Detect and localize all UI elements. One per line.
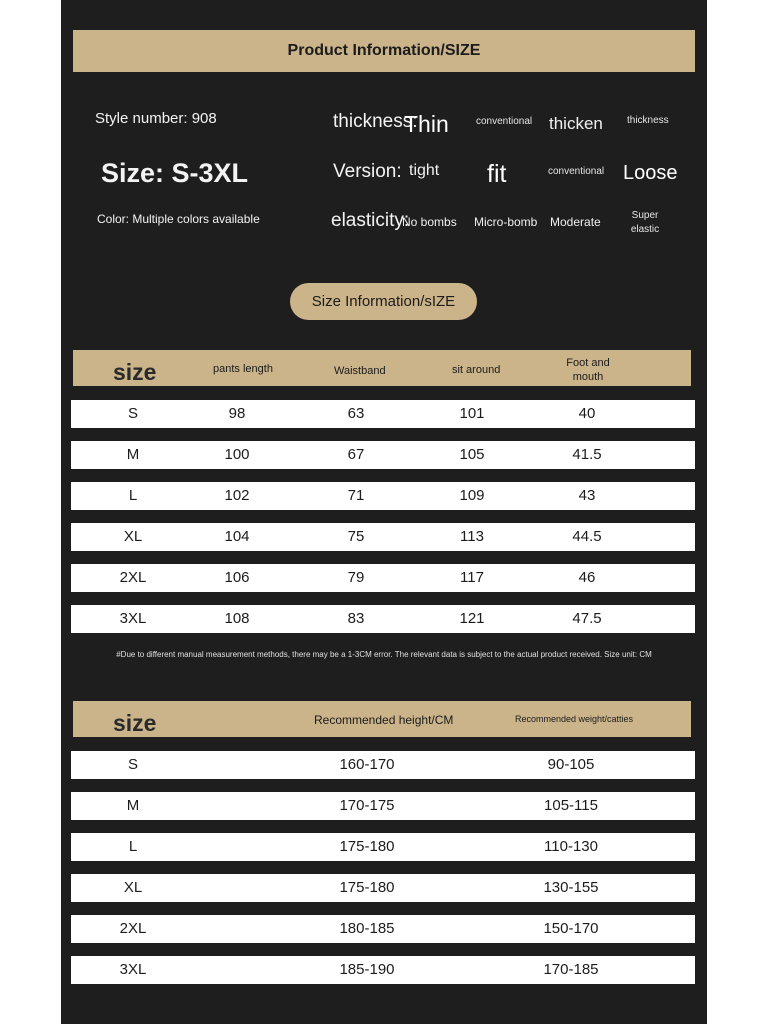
table-cell: 105-115 bbox=[544, 797, 598, 814]
table-cell: S bbox=[127, 756, 138, 773]
page-title: Product Information/SIZE bbox=[287, 42, 481, 59]
table-row bbox=[71, 874, 695, 902]
table-cell: 104 bbox=[224, 528, 250, 545]
size-header-pants-length: pants length bbox=[213, 363, 273, 375]
size-header-sit-around: sit around bbox=[452, 364, 501, 376]
table-cell: 44.5 bbox=[572, 528, 602, 545]
table-cell: 102 bbox=[224, 487, 250, 504]
page-panel bbox=[61, 0, 707, 1024]
table-cell: M bbox=[126, 797, 140, 814]
table-cell: 98 bbox=[228, 405, 246, 422]
table-cell: L bbox=[128, 487, 138, 504]
table-cell: 41.5 bbox=[572, 446, 602, 463]
table-row bbox=[71, 605, 695, 633]
table-cell: 105 bbox=[459, 446, 485, 463]
table-row bbox=[71, 833, 695, 861]
table-cell: 185-190 bbox=[339, 961, 395, 978]
table-cell: 150-170 bbox=[543, 920, 599, 937]
elasticity-option-super-elastic: Super elastic bbox=[630, 210, 660, 235]
table-cell: 40 bbox=[578, 405, 596, 422]
table-cell: 71 bbox=[347, 487, 365, 504]
table-cell: 90-105 bbox=[547, 756, 595, 773]
table-row bbox=[71, 956, 695, 984]
table-cell: L bbox=[128, 838, 138, 855]
table-cell: 121 bbox=[459, 610, 485, 627]
size-info-title: Size Information/sIZE bbox=[311, 293, 456, 310]
table-cell: 63 bbox=[347, 405, 365, 422]
elasticity-label: elasticity: bbox=[331, 210, 410, 231]
table-cell: 3XL bbox=[119, 961, 147, 978]
version-option-fit: fit bbox=[487, 160, 507, 188]
version-option-loose: Loose bbox=[623, 162, 678, 184]
table-row bbox=[71, 482, 695, 510]
thickness-option-thin: Thin bbox=[404, 111, 449, 137]
table-cell: 3XL bbox=[119, 610, 147, 627]
table-cell: 2XL bbox=[119, 920, 147, 937]
table-cell: 75 bbox=[347, 528, 365, 545]
table-row bbox=[71, 441, 695, 469]
table-cell: 46 bbox=[578, 569, 596, 586]
table-cell: 2XL bbox=[119, 569, 147, 586]
table-row bbox=[71, 915, 695, 943]
table-cell: 106 bbox=[224, 569, 250, 586]
recommend-header-height: Recommended height/CM bbox=[314, 713, 454, 727]
size-header-waistband: Waistband bbox=[334, 365, 386, 377]
table-row bbox=[71, 751, 695, 779]
table-cell: 117 bbox=[460, 569, 484, 586]
table-cell: 47.5 bbox=[572, 610, 602, 627]
version-label: Version: bbox=[333, 161, 402, 182]
table-cell: XL bbox=[123, 879, 143, 896]
table-row bbox=[71, 792, 695, 820]
elasticity-option-micro-bomb: Micro-bomb bbox=[474, 215, 538, 229]
table-row bbox=[71, 564, 695, 592]
size-range: Size: S-3XL bbox=[101, 158, 249, 188]
table-cell: 83 bbox=[347, 610, 365, 627]
thickness-option-thicken: thicken bbox=[549, 114, 603, 133]
size-info-pill bbox=[290, 283, 477, 320]
recommend-header-size: size bbox=[113, 710, 157, 736]
size-header-foot-mouth: Foot and mouth bbox=[566, 357, 610, 383]
table-cell: 170-175 bbox=[339, 797, 395, 814]
table-cell: 180-185 bbox=[339, 920, 395, 937]
thickness-option-thickness: thickness bbox=[627, 115, 669, 126]
table-row bbox=[71, 523, 695, 551]
table-row bbox=[71, 400, 695, 428]
recommend-table-header bbox=[73, 701, 691, 737]
thickness-label: thickness: bbox=[333, 111, 418, 132]
table-cell: 175-180 bbox=[339, 838, 395, 855]
table-cell: 79 bbox=[347, 569, 365, 586]
elasticity-option-moderate: Moderate bbox=[550, 215, 601, 229]
table-cell: 160-170 bbox=[339, 756, 395, 773]
color-info: Color: Multiple colors available bbox=[97, 212, 260, 226]
table-cell: 100 bbox=[224, 446, 250, 463]
table-cell: 108 bbox=[224, 610, 250, 627]
recommend-header-weight: Recommended weight/catties bbox=[515, 714, 634, 724]
size-table-header bbox=[73, 350, 691, 386]
table-cell: M bbox=[126, 446, 140, 463]
table-cell: 109 bbox=[459, 487, 485, 504]
version-option-conventional: conventional bbox=[548, 166, 605, 177]
table-cell: 43 bbox=[578, 487, 596, 504]
measurement-note: #Due to different manual measurement methods, there may be a 1-3CM error. The relevant data is subject to the actual product received. Size unit: CM bbox=[116, 650, 652, 659]
table-cell: 113 bbox=[460, 528, 484, 545]
table-cell: 67 bbox=[347, 446, 365, 463]
table-cell: 101 bbox=[459, 405, 485, 422]
table-cell: 110-130 bbox=[544, 838, 598, 855]
table-cell: 170-185 bbox=[543, 961, 599, 978]
size-header-size: size bbox=[113, 359, 157, 385]
thickness-option-conventional: conventional bbox=[476, 116, 533, 127]
table-cell: 175-180 bbox=[339, 879, 395, 896]
table-cell: S bbox=[127, 405, 138, 422]
table-cell: XL bbox=[123, 528, 143, 545]
page-title-bar bbox=[73, 30, 695, 72]
style-number: Style number: 908 bbox=[95, 110, 217, 127]
elasticity-option-no-bombs: No bombs bbox=[402, 215, 457, 229]
table-cell: 130-155 bbox=[543, 879, 599, 896]
version-option-tight: tight bbox=[409, 162, 440, 179]
